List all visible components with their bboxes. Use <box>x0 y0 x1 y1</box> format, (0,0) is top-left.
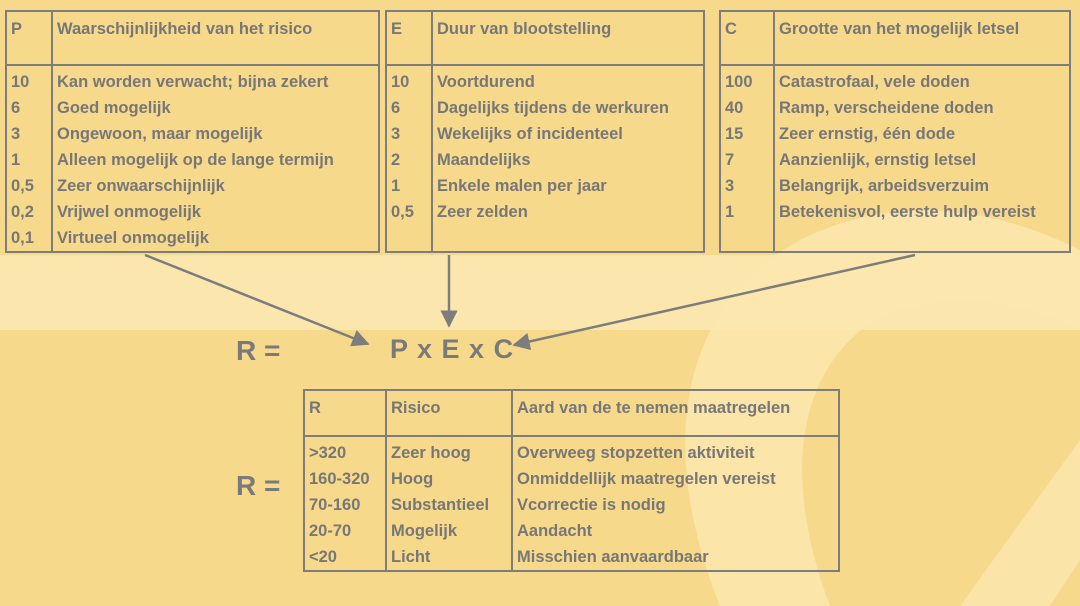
value-cell: 6 <box>386 95 432 121</box>
description-cell: Ramp, verscheidene doden <box>774 95 1070 121</box>
value-cell: 40 <box>720 95 774 121</box>
description-cell: Zeer onwaarschijnlijk <box>52 173 379 199</box>
range-cell: 70-160 <box>304 492 386 518</box>
value-cell: 2 <box>386 147 432 173</box>
table-header-row <box>304 390 839 436</box>
table-row <box>6 121 379 147</box>
table-risk <box>303 389 840 572</box>
table-row <box>6 173 379 199</box>
table-row <box>6 225 379 252</box>
table-row <box>720 95 1070 121</box>
level-cell: Zeer hoog <box>386 436 512 466</box>
measure-cell: Onmiddellijk maatregelen vereist <box>512 466 839 492</box>
header-cell: P <box>6 11 52 65</box>
table-row <box>386 65 704 95</box>
table-row <box>386 95 704 121</box>
risk-label-table: R = <box>236 470 281 501</box>
description-cell <box>774 225 1070 252</box>
range-cell: 160-320 <box>304 466 386 492</box>
description-cell: Zeer zelden <box>432 199 704 225</box>
header-cell: R <box>304 390 386 436</box>
table-row <box>6 65 379 95</box>
description-cell: Aanzienlijk, ernstig letsel <box>774 147 1070 173</box>
arrow-p <box>145 255 368 344</box>
value-cell: 100 <box>720 65 774 95</box>
table-header-row <box>6 11 379 65</box>
level-cell: Licht <box>386 544 512 571</box>
value-cell: 0,2 <box>6 199 52 225</box>
table-row <box>720 225 1070 252</box>
table-row <box>6 95 379 121</box>
measure-cell: Misschien aanvaardbaar <box>512 544 839 571</box>
table-row <box>304 492 839 518</box>
table-row <box>304 436 839 466</box>
table-row <box>720 121 1070 147</box>
value-cell <box>720 225 774 252</box>
table-row <box>720 199 1070 225</box>
description-cell: Vrijwel onmogelijk <box>52 199 379 225</box>
range-cell: <20 <box>304 544 386 571</box>
value-cell: 3 <box>6 121 52 147</box>
description-cell: Enkele malen per jaar <box>432 173 704 199</box>
risk-formula: P x E x C <box>390 334 515 364</box>
value-cell: 7 <box>720 147 774 173</box>
value-cell: 6 <box>6 95 52 121</box>
measure-cell: Overweeg stopzetten aktiviteit <box>512 436 839 466</box>
value-cell: 1 <box>720 199 774 225</box>
value-cell: 10 <box>386 65 432 95</box>
level-cell: Hoog <box>386 466 512 492</box>
table-row <box>304 544 839 571</box>
description-cell: Wekelijks of incidenteel <box>432 121 704 147</box>
description-cell: Catastrofaal, vele doden <box>774 65 1070 95</box>
description-cell: Betekenisvol, eerste hulp vereist <box>774 199 1070 225</box>
header-cell: Grootte van het mogelijk letsel <box>774 11 1070 65</box>
table-row <box>386 225 704 252</box>
table-row <box>304 518 839 544</box>
header-cell: E <box>386 11 432 65</box>
table-consequence <box>719 10 1071 253</box>
table-probability <box>5 10 380 253</box>
value-cell: 0,5 <box>386 199 432 225</box>
table-row <box>720 173 1070 199</box>
table-row <box>720 147 1070 173</box>
header-cell: Duur van blootstelling <box>432 11 704 65</box>
value-cell: 0,1 <box>6 225 52 252</box>
value-cell <box>386 225 432 252</box>
table-row <box>386 147 704 173</box>
range-cell: 20-70 <box>304 518 386 544</box>
table-row <box>386 121 704 147</box>
value-cell: 0,5 <box>6 173 52 199</box>
measure-cell: Aandacht <box>512 518 839 544</box>
level-cell: Substantieel <box>386 492 512 518</box>
description-cell <box>432 225 704 252</box>
description-cell: Alleen mogelijk op de lange termijn <box>52 147 379 173</box>
header-cell: Risico <box>386 390 512 436</box>
value-cell: 1 <box>6 147 52 173</box>
header-cell: Waarschijnlijkheid van het risico <box>52 11 379 65</box>
value-cell: 10 <box>6 65 52 95</box>
description-cell: Belangrijk, arbeidsverzuim <box>774 173 1070 199</box>
level-cell: Mogelijk <box>386 518 512 544</box>
header-cell: C <box>720 11 774 65</box>
description-cell: Voortdurend <box>432 65 704 95</box>
arrow-c <box>514 255 915 345</box>
table-header-row <box>720 11 1070 65</box>
description-cell: Ongewoon, maar mogelijk <box>52 121 379 147</box>
table-row <box>304 466 839 492</box>
measure-cell: Vcorrectie is nodig <box>512 492 839 518</box>
table-header-row <box>386 11 704 65</box>
description-cell: Maandelijks <box>432 147 704 173</box>
description-cell: Goed mogelijk <box>52 95 379 121</box>
value-cell: 15 <box>720 121 774 147</box>
table-row <box>386 173 704 199</box>
description-cell: Zeer ernstig, één dode <box>774 121 1070 147</box>
table-exposure <box>385 10 705 253</box>
table-row <box>6 147 379 173</box>
table-row <box>720 65 1070 95</box>
header-cell: Aard van de te nemen maatregelen <box>512 390 839 436</box>
description-cell: Virtueel onmogelijk <box>52 225 379 252</box>
range-cell: >320 <box>304 436 386 466</box>
risk-label-formula: R = <box>236 335 281 366</box>
value-cell: 3 <box>386 121 432 147</box>
table-row <box>6 199 379 225</box>
value-cell: 3 <box>720 173 774 199</box>
table-row <box>386 199 704 225</box>
value-cell: 1 <box>386 173 432 199</box>
description-cell: Kan worden verwacht; bijna zekert <box>52 65 379 95</box>
description-cell: Dagelijks tijdens de werkuren <box>432 95 704 121</box>
